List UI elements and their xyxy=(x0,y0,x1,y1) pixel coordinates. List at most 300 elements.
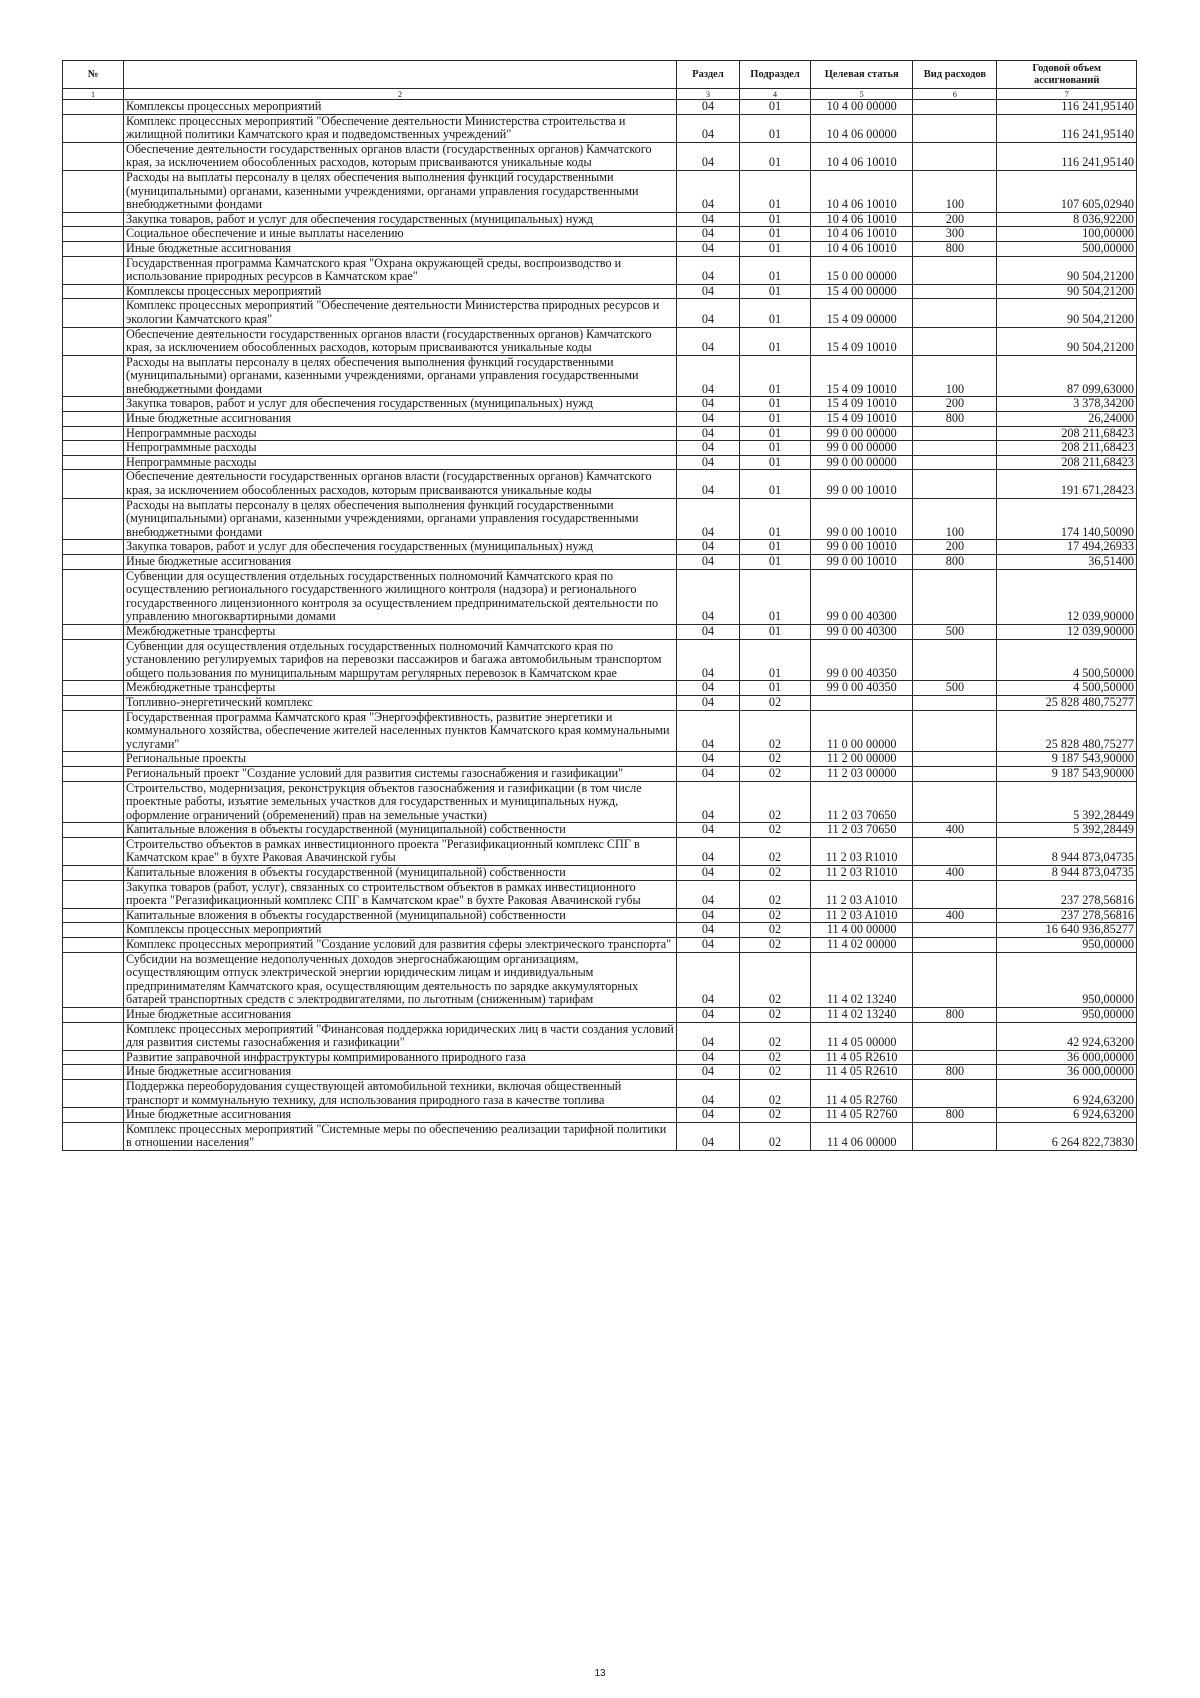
row-podrazdel: 01 xyxy=(740,455,811,470)
row-name: Расходы на выплаты персоналу в целях обеспечения выполнения функций государственными (муниципальными) органами, казенными учреждениями, органами управления государственными внебюджетными фондами xyxy=(124,355,677,397)
row-razdel: 04 xyxy=(676,923,739,938)
row-number xyxy=(63,866,124,881)
row-number xyxy=(63,1108,124,1123)
row-vid-rashodov xyxy=(913,880,997,908)
table-row xyxy=(63,100,1137,115)
row-name: Обеспечение деятельности государственных органов власти (государственных органов) Камчатского края, за исключением обособленных расходов, которым присваиваются уникальные коды xyxy=(124,327,677,355)
row-podrazdel: 02 xyxy=(740,710,811,752)
row-name: Непрограммные расходы xyxy=(124,441,677,456)
row-summa: 90 504,21200 xyxy=(997,299,1137,327)
row-razdel: 04 xyxy=(676,1079,739,1107)
row-vid-rashodov xyxy=(913,455,997,470)
table-row xyxy=(63,170,1137,212)
row-name: Непрограммные расходы xyxy=(124,455,677,470)
row-name: Государственная программа Камчатского края "Охрана окружающей среды, воспроизводство и использование природных ресурсов в Камчатском крае" xyxy=(124,256,677,284)
table-row xyxy=(63,639,1137,681)
row-number xyxy=(63,1008,124,1023)
row-podrazdel: 01 xyxy=(740,639,811,681)
row-vid-rashodov xyxy=(913,766,997,781)
table-header xyxy=(63,61,1137,100)
table-row xyxy=(63,1008,1137,1023)
row-vid-rashodov: 800 xyxy=(913,1065,997,1080)
row-name: Социальное обеспечение и иные выплаты населению xyxy=(124,227,677,242)
row-celevaya-statya: 11 4 02 13240 xyxy=(810,952,912,1007)
row-podrazdel: 02 xyxy=(740,908,811,923)
row-celevaya-statya: 10 4 06 10010 xyxy=(810,170,912,212)
table-row xyxy=(63,569,1137,624)
row-celevaya-statya: 10 4 06 00000 xyxy=(810,114,912,142)
row-name: Государственная программа Камчатского края "Энергоэффективность, развитие энергетики и коммунального хозяйства, обеспечение жителей населенных пунктов Камчатского края коммунальными услугами" xyxy=(124,710,677,752)
row-summa: 90 504,21200 xyxy=(997,284,1137,299)
row-vid-rashodov xyxy=(913,695,997,710)
header-godovoy-obyem: Годовой объем ассигнований xyxy=(997,61,1137,89)
row-podrazdel: 01 xyxy=(740,426,811,441)
row-vid-rashodov xyxy=(913,284,997,299)
row-summa: 26,24000 xyxy=(997,412,1137,427)
row-number xyxy=(63,624,124,639)
table-row xyxy=(63,710,1137,752)
row-vid-rashodov xyxy=(913,142,997,170)
row-podrazdel: 02 xyxy=(740,695,811,710)
row-celevaya-statya: 99 0 00 40350 xyxy=(810,639,912,681)
row-number xyxy=(63,880,124,908)
row-summa: 36 000,00000 xyxy=(997,1065,1137,1080)
row-podrazdel: 01 xyxy=(740,624,811,639)
row-podrazdel: 01 xyxy=(740,299,811,327)
row-summa: 25 828 480,75277 xyxy=(997,695,1137,710)
row-name: Субсидии на возмещение недополученных доходов энергоснабжающим организациям, осуществляющим отпуск электрической энергии юридическим лицам и индивидуальным предпринимателям Камчатского края, осуществляющим деятельность по зарядке аккумуляторных батарей транспортных средств с электродвигателями, по льготным (сниженным) тарифам xyxy=(124,952,677,1007)
row-podrazdel: 01 xyxy=(740,441,811,456)
row-summa: 8 944 873,04735 xyxy=(997,837,1137,865)
row-razdel: 04 xyxy=(676,908,739,923)
row-number xyxy=(63,837,124,865)
row-celevaya-statya: 99 0 00 00000 xyxy=(810,455,912,470)
row-number xyxy=(63,284,124,299)
row-name: Межбюджетные трансферты xyxy=(124,681,677,696)
row-name: Расходы на выплаты персоналу в целях обеспечения выполнения функций государственными (муниципальными) органами, казенными учреждениями, органами управления государственными внебюджетными фондами xyxy=(124,498,677,540)
table-row xyxy=(63,952,1137,1007)
row-name: Субвенции для осуществления отдельных государственных полномочий Камчатского края по установлению регулируемых тарифов на перевозки пассажиров и багажа автомобильным транспортом общего пользования по муниципальным маршрутам регулярных перевозок в Камчатском крае xyxy=(124,639,677,681)
row-podrazdel: 02 xyxy=(740,866,811,881)
row-razdel: 04 xyxy=(676,823,739,838)
row-summa: 17 494,26933 xyxy=(997,540,1137,555)
row-vid-rashodov xyxy=(913,569,997,624)
row-summa: 107 605,02940 xyxy=(997,170,1137,212)
column-number: 4 xyxy=(740,89,811,100)
row-podrazdel: 02 xyxy=(740,1108,811,1123)
row-celevaya-statya: 11 4 06 00000 xyxy=(810,1122,912,1150)
row-razdel: 04 xyxy=(676,455,739,470)
row-vid-rashodov: 100 xyxy=(913,170,997,212)
row-name: Развитие заправочной инфраструктуры компримированного природного газа xyxy=(124,1050,677,1065)
table-row xyxy=(63,781,1137,823)
row-razdel: 04 xyxy=(676,781,739,823)
row-number xyxy=(63,823,124,838)
row-celevaya-statya: 10 4 06 10010 xyxy=(810,142,912,170)
row-number xyxy=(63,540,124,555)
row-vid-rashodov: 800 xyxy=(913,1008,997,1023)
row-podrazdel: 01 xyxy=(740,284,811,299)
row-name: Комплекс процессных мероприятий "Создание условий для развития сферы электрического транспорта" xyxy=(124,938,677,953)
row-number xyxy=(63,781,124,823)
row-razdel: 04 xyxy=(676,498,739,540)
row-vid-rashodov: 500 xyxy=(913,681,997,696)
row-vid-rashodov: 100 xyxy=(913,355,997,397)
row-number xyxy=(63,639,124,681)
row-vid-rashodov xyxy=(913,938,997,953)
row-number xyxy=(63,569,124,624)
row-vid-rashodov: 200 xyxy=(913,540,997,555)
row-podrazdel: 01 xyxy=(740,327,811,355)
row-celevaya-statya: 11 4 05 R2610 xyxy=(810,1050,912,1065)
row-summa: 116 241,95140 xyxy=(997,100,1137,115)
row-vid-rashodov xyxy=(913,256,997,284)
header-number: № xyxy=(63,61,124,89)
row-razdel: 04 xyxy=(676,470,739,498)
row-vid-rashodov xyxy=(913,1122,997,1150)
row-podrazdel: 02 xyxy=(740,1008,811,1023)
row-summa: 116 241,95140 xyxy=(997,142,1137,170)
row-celevaya-statya: 15 4 09 10010 xyxy=(810,412,912,427)
table-row xyxy=(63,1079,1137,1107)
row-celevaya-statya: 99 0 00 10010 xyxy=(810,555,912,570)
row-razdel: 04 xyxy=(676,1050,739,1065)
row-number xyxy=(63,227,124,242)
row-razdel: 04 xyxy=(676,241,739,256)
row-summa: 4 500,50000 xyxy=(997,639,1137,681)
row-summa: 16 640 936,85277 xyxy=(997,923,1137,938)
row-razdel: 04 xyxy=(676,412,739,427)
row-podrazdel: 01 xyxy=(740,227,811,242)
row-number xyxy=(63,100,124,115)
row-celevaya-statya: 99 0 00 10010 xyxy=(810,498,912,540)
row-razdel: 04 xyxy=(676,299,739,327)
row-razdel: 04 xyxy=(676,938,739,953)
row-celevaya-statya: 11 2 03 R1010 xyxy=(810,837,912,865)
row-name: Комплексы процессных мероприятий xyxy=(124,284,677,299)
header-vid-rashodov: Вид расходов xyxy=(913,61,997,89)
table-row xyxy=(63,498,1137,540)
row-summa: 950,00000 xyxy=(997,938,1137,953)
column-number: 7 xyxy=(997,89,1137,100)
table-row xyxy=(63,299,1137,327)
row-razdel: 04 xyxy=(676,866,739,881)
row-vid-rashodov xyxy=(913,710,997,752)
row-name: Топливно-энергетический комплекс xyxy=(124,695,677,710)
table-row xyxy=(63,327,1137,355)
row-vid-rashodov: 300 xyxy=(913,227,997,242)
row-summa: 208 211,68423 xyxy=(997,426,1137,441)
row-vid-rashodov xyxy=(913,327,997,355)
table-row xyxy=(63,1022,1137,1050)
row-podrazdel: 02 xyxy=(740,823,811,838)
row-podrazdel: 01 xyxy=(740,355,811,397)
row-vid-rashodov: 800 xyxy=(913,1108,997,1123)
table-body xyxy=(63,100,1137,1151)
row-razdel: 04 xyxy=(676,170,739,212)
row-celevaya-statya: 11 2 00 00000 xyxy=(810,752,912,767)
table-row xyxy=(63,426,1137,441)
row-podrazdel: 02 xyxy=(740,1079,811,1107)
row-podrazdel: 01 xyxy=(740,397,811,412)
table-row xyxy=(63,766,1137,781)
row-name: Комплекс процессных мероприятий "Обеспечение деятельности Министерства природных ресурсов и экологии Камчатского края" xyxy=(124,299,677,327)
row-celevaya-statya: 99 0 00 00000 xyxy=(810,441,912,456)
row-podrazdel: 01 xyxy=(740,170,811,212)
row-vid-rashodov: 100 xyxy=(913,498,997,540)
row-name: Расходы на выплаты персоналу в целях обеспечения выполнения функций государственными (муниципальными) органами, казенными учреждениями, органами управления государственными внебюджетными фондами xyxy=(124,170,677,212)
row-vid-rashodov xyxy=(913,299,997,327)
table-row xyxy=(63,455,1137,470)
column-number: 6 xyxy=(913,89,997,100)
row-podrazdel: 01 xyxy=(740,412,811,427)
table-row xyxy=(63,695,1137,710)
row-celevaya-statya: 11 0 00 00000 xyxy=(810,710,912,752)
column-number: 2 xyxy=(124,89,677,100)
row-razdel: 04 xyxy=(676,100,739,115)
row-podrazdel: 02 xyxy=(740,766,811,781)
row-vid-rashodov xyxy=(913,952,997,1007)
row-razdel: 04 xyxy=(676,540,739,555)
row-name: Строительство объектов в рамках инвестиционного проекта "Регазификационный комплекс СПГ в Камчатском крае" в бухте Раковая Авачинской губы xyxy=(124,837,677,865)
row-name: Непрограммные расходы xyxy=(124,426,677,441)
row-name: Обеспечение деятельности государственных органов власти (государственных органов) Камчатского края, за исключением обособленных расходов, которым присваиваются уникальные коды xyxy=(124,470,677,498)
row-celevaya-statya: 10 4 06 10010 xyxy=(810,227,912,242)
row-celevaya-statya: 99 0 00 10010 xyxy=(810,470,912,498)
row-name: Иные бюджетные ассигнования xyxy=(124,1008,677,1023)
row-razdel: 04 xyxy=(676,752,739,767)
row-razdel: 04 xyxy=(676,695,739,710)
row-celevaya-statya: 11 4 05 R2760 xyxy=(810,1079,912,1107)
table-row xyxy=(63,212,1137,227)
table-row xyxy=(63,470,1137,498)
row-vid-rashodov xyxy=(913,1022,997,1050)
header-celevaya-statya: Целевая статья xyxy=(810,61,912,89)
row-celevaya-statya: 10 4 00 00000 xyxy=(810,100,912,115)
row-name: Иные бюджетные ассигнования xyxy=(124,412,677,427)
table-row xyxy=(63,837,1137,865)
row-summa: 6 924,63200 xyxy=(997,1079,1137,1107)
table-row xyxy=(63,880,1137,908)
row-celevaya-statya: 11 2 03 70650 xyxy=(810,823,912,838)
row-summa: 9 187 543,90000 xyxy=(997,752,1137,767)
row-vid-rashodov: 800 xyxy=(913,412,997,427)
table-row xyxy=(63,114,1137,142)
row-celevaya-statya: 11 4 02 13240 xyxy=(810,1008,912,1023)
row-summa: 6 264 822,73830 xyxy=(997,1122,1137,1150)
row-name: Строительство, модернизация, реконструкция объектов газоснабжения и газификации (в том числе проектные работы, изъятие земельных участков для государственных и муниципальных нужд, оформление ограничений (обременений) прав на земельные участки) xyxy=(124,781,677,823)
row-summa: 90 504,21200 xyxy=(997,256,1137,284)
row-summa: 9 187 543,90000 xyxy=(997,766,1137,781)
row-celevaya-statya: 11 4 02 00000 xyxy=(810,938,912,953)
row-vid-rashodov xyxy=(913,752,997,767)
table-row xyxy=(63,241,1137,256)
row-celevaya-statya xyxy=(810,695,912,710)
row-celevaya-statya: 99 0 00 40350 xyxy=(810,681,912,696)
row-number xyxy=(63,212,124,227)
row-vid-rashodov xyxy=(913,923,997,938)
row-podrazdel: 01 xyxy=(740,569,811,624)
row-number xyxy=(63,142,124,170)
table-row xyxy=(63,142,1137,170)
row-name: Закупка товаров (работ, услуг), связанных со строительством объектов в рамках инвестиционного проекта "Регазификационный комплекс СПГ в Камчатском крае" в бухте Раковая Авачинской губы xyxy=(124,880,677,908)
table-row xyxy=(63,1050,1137,1065)
row-podrazdel: 02 xyxy=(740,752,811,767)
row-name: Субвенции для осуществления отдельных государственных полномочий Камчатского края по осуществлению регионального государственного жилищного контроля (надзора) и регионального государственного лицензионного контроля за осуществлением предпринимательской деятельности по управлению многоквартирными домами xyxy=(124,569,677,624)
row-summa: 4 500,50000 xyxy=(997,681,1137,696)
row-name: Комплексы процессных мероприятий xyxy=(124,100,677,115)
row-vid-rashodov: 800 xyxy=(913,555,997,570)
row-summa: 42 924,63200 xyxy=(997,1022,1137,1050)
header-podrazdel: Подраздел xyxy=(740,61,811,89)
row-vid-rashodov xyxy=(913,426,997,441)
row-razdel: 04 xyxy=(676,355,739,397)
row-celevaya-statya: 15 0 00 00000 xyxy=(810,256,912,284)
row-name: Иные бюджетные ассигнования xyxy=(124,241,677,256)
row-number xyxy=(63,938,124,953)
row-name: Комплекс процессных мероприятий "Системные меры по обеспечению реализации тарифной политики в отношении населения" xyxy=(124,1122,677,1150)
row-podrazdel: 01 xyxy=(740,540,811,555)
row-number xyxy=(63,681,124,696)
row-summa: 12 039,90000 xyxy=(997,569,1137,624)
table-row xyxy=(63,624,1137,639)
row-name: Комплексы процессных мероприятий xyxy=(124,923,677,938)
row-summa: 90 504,21200 xyxy=(997,327,1137,355)
row-number xyxy=(63,1050,124,1065)
row-name: Региональные проекты xyxy=(124,752,677,767)
row-razdel: 04 xyxy=(676,624,739,639)
row-summa: 116 241,95140 xyxy=(997,114,1137,142)
row-summa: 237 278,56816 xyxy=(997,908,1137,923)
row-summa: 36,51400 xyxy=(997,555,1137,570)
row-number xyxy=(63,114,124,142)
row-summa: 950,00000 xyxy=(997,1008,1137,1023)
row-name: Капитальные вложения в объекты государственной (муниципальной) собственности xyxy=(124,823,677,838)
row-number xyxy=(63,923,124,938)
table-row xyxy=(63,412,1137,427)
row-vid-rashodov: 400 xyxy=(913,908,997,923)
table-row xyxy=(63,923,1137,938)
row-vid-rashodov: 500 xyxy=(913,624,997,639)
row-name: Закупка товаров, работ и услуг для обеспечения государственных (муниципальных) нужд xyxy=(124,540,677,555)
row-summa: 3 378,34200 xyxy=(997,397,1137,412)
row-number xyxy=(63,1022,124,1050)
row-razdel: 04 xyxy=(676,142,739,170)
row-vid-rashodov: 200 xyxy=(913,397,997,412)
row-razdel: 04 xyxy=(676,1122,739,1150)
row-summa: 100,00000 xyxy=(997,227,1137,242)
row-number xyxy=(63,1065,124,1080)
row-podrazdel: 02 xyxy=(740,938,811,953)
row-summa: 36 000,00000 xyxy=(997,1050,1137,1065)
table-row xyxy=(63,1065,1137,1080)
row-vid-rashodov xyxy=(913,781,997,823)
row-podrazdel: 01 xyxy=(740,470,811,498)
row-celevaya-statya: 11 2 03 70650 xyxy=(810,781,912,823)
table-row xyxy=(63,1122,1137,1150)
row-number xyxy=(63,327,124,355)
row-number xyxy=(63,412,124,427)
table-row xyxy=(63,555,1137,570)
row-razdel: 04 xyxy=(676,569,739,624)
table-row xyxy=(63,284,1137,299)
row-celevaya-statya: 10 4 06 10010 xyxy=(810,241,912,256)
table-row xyxy=(63,227,1137,242)
row-vid-rashodov: 200 xyxy=(913,212,997,227)
column-number: 5 xyxy=(810,89,912,100)
row-number xyxy=(63,1079,124,1107)
table-row xyxy=(63,355,1137,397)
page-number: 13 xyxy=(594,1668,606,1679)
row-podrazdel: 02 xyxy=(740,781,811,823)
row-razdel: 04 xyxy=(676,426,739,441)
row-name: Капитальные вложения в объекты государственной (муниципальной) собственности xyxy=(124,866,677,881)
row-celevaya-statya: 11 2 03 A1010 xyxy=(810,880,912,908)
row-razdel: 04 xyxy=(676,1108,739,1123)
row-podrazdel: 01 xyxy=(740,241,811,256)
row-vid-rashodov xyxy=(913,114,997,142)
column-number: 1 xyxy=(63,89,124,100)
row-vid-rashodov xyxy=(913,100,997,115)
row-razdel: 04 xyxy=(676,766,739,781)
row-summa: 191 671,28423 xyxy=(997,470,1137,498)
row-summa: 12 039,90000 xyxy=(997,624,1137,639)
row-name: Региональный проект "Создание условий для развития системы газоснабжения и газификации" xyxy=(124,766,677,781)
header-razdel: Раздел xyxy=(676,61,739,89)
table-row xyxy=(63,397,1137,412)
row-podrazdel: 01 xyxy=(740,256,811,284)
row-celevaya-statya: 15 4 09 10010 xyxy=(810,355,912,397)
row-razdel: 04 xyxy=(676,256,739,284)
row-podrazdel: 02 xyxy=(740,952,811,1007)
row-razdel: 04 xyxy=(676,1008,739,1023)
table-row xyxy=(63,866,1137,881)
row-razdel: 04 xyxy=(676,555,739,570)
row-podrazdel: 01 xyxy=(740,681,811,696)
row-summa: 87 099,63000 xyxy=(997,355,1137,397)
row-number xyxy=(63,455,124,470)
row-razdel: 04 xyxy=(676,397,739,412)
row-razdel: 04 xyxy=(676,114,739,142)
row-number xyxy=(63,498,124,540)
row-name: Иные бюджетные ассигнования xyxy=(124,555,677,570)
row-name: Комплекс процессных мероприятий "Обеспечение деятельности Министерства строительства и жилищной политики Камчатского края и подведомственных учреждений" xyxy=(124,114,677,142)
row-celevaya-statya: 11 4 05 R2760 xyxy=(810,1108,912,1123)
row-summa: 6 924,63200 xyxy=(997,1108,1137,1123)
table-row xyxy=(63,256,1137,284)
row-number xyxy=(63,952,124,1007)
table-row xyxy=(63,441,1137,456)
row-celevaya-statya: 15 4 00 00000 xyxy=(810,284,912,299)
row-podrazdel: 01 xyxy=(740,142,811,170)
row-podrazdel: 02 xyxy=(740,1065,811,1080)
row-number xyxy=(63,908,124,923)
row-summa: 208 211,68423 xyxy=(997,441,1137,456)
row-number xyxy=(63,710,124,752)
row-celevaya-statya: 15 4 09 10010 xyxy=(810,327,912,355)
row-name: Закупка товаров, работ и услуг для обеспечения государственных (муниципальных) нужд xyxy=(124,397,677,412)
row-celevaya-statya: 99 0 00 00000 xyxy=(810,426,912,441)
row-celevaya-statya: 11 2 03 00000 xyxy=(810,766,912,781)
row-name: Обеспечение деятельности государственных органов власти (государственных органов) Камчатского края, за исключением обособленных расходов, которым присваиваются уникальные коды xyxy=(124,142,677,170)
row-razdel: 04 xyxy=(676,639,739,681)
row-podrazdel: 01 xyxy=(740,212,811,227)
row-summa: 208 211,68423 xyxy=(997,455,1137,470)
table-row xyxy=(63,938,1137,953)
row-name: Комплекс процессных мероприятий "Финансовая поддержка юридических лиц в части создания условий для развития системы газоснабжения и газификации" xyxy=(124,1022,677,1050)
row-summa: 8 036,92200 xyxy=(997,212,1137,227)
row-number xyxy=(63,470,124,498)
